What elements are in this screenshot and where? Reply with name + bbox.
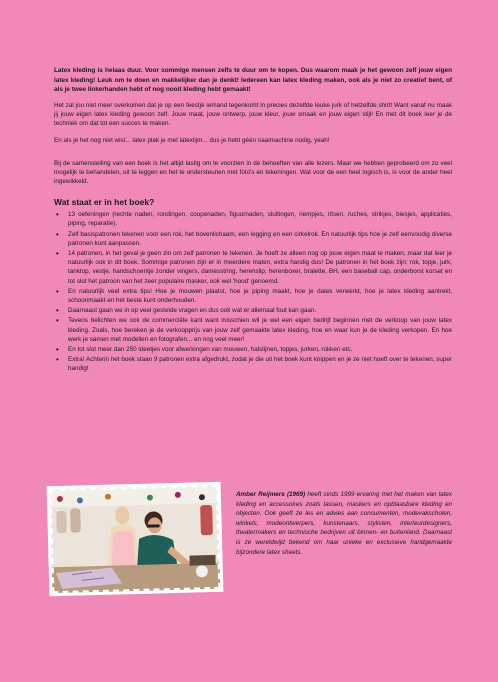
list-item: • Tevens belichten we ook de commerciële kant want misschien wil je wel een eigen bedrijf beginnen met de verkoop van jouw latex kleding. Zoals, hoe bereken je de verkoopprijs van jouw zelf gemaakte latex kleding, hoe en waar kun je de kleding verkopen. En hoe werk je samen met modellen en fotografen... en nog veel meer! xyxy=(68,316,452,344)
intro-paragraph: Latex kleding is helaas duur. Voor sommige mensen zelfs te duur om te kopen. Dus waarom maak je het gewoon zelf jouw eigen latex kleding! Leuk om te doen en makkelijker dan je denkt! Iedereen kan latex kleding maken, ook als je niet zo creatief bent, of als je twee linkerhanden hebt of nog nooit kleding hebt gemaakt! xyxy=(54,67,452,94)
author-name: Amber Reijmers (1969) xyxy=(236,491,306,498)
author-bio xyxy=(236,490,452,557)
list-item: • Extra! Achterin het boek staan 9 patronen extra afgedrukt, zodat je die uit het boek kunt knippen en je ze niet hoeft over te tekenen, super handig! xyxy=(68,355,452,373)
contents-heading: Wat staat er in het boek? xyxy=(54,197,155,208)
body-paragraph-3: Bij de samenstelling van een boek is het altijd lastig om te voorzien in de behoeften van alle lezers. Maar we hebben geprobeerd om zo veel mogelijk te behandelen, uit te leggen en het te ondersteunen met foto's en tekeningen. Wat voor de een heel logisch is, is voor de ander heel ingewikkeld. xyxy=(54,159,452,185)
body-paragraph-2: En als je het nog niet wist... latex plak je met latexlijm... dus je hebt géén naaimachine nodig, yeah! xyxy=(54,137,330,145)
body-paragraph-1: Het zal jou niet meer overkomen dat je op een feestje iemand tegenkomt in precies dezelfde leuke jurk of hetzelfde shirt! Want vanaf nu maak jij jouw eigen latex kleding gewoon zelf. Jouw maat, jouw ontwerp, jouw kleur, jouw smaak en jouw eigen stijl! En met dit boek leer je de techniek om dat tot een succes te maken. xyxy=(54,101,452,128)
list-item: • Daarnaast gaan we in op veel gestelde vragen en dus ook wat er allemaal fout kan gaan. xyxy=(68,306,452,315)
list-item: • Zelf basispatronen tekenen voor een rok, het bovenlichaam, een legging en een cirkelrok. En natuurlijk tips hoe je zelf eenvoudig diverse patronen kunt aanpassen. xyxy=(68,230,452,248)
back-cover-text xyxy=(54,66,452,375)
contents-list xyxy=(54,210,452,373)
list-item: • 14 patronen, in het geval je geen zin om zelf patronen te tekenen. Je hoeft ze alleen nog op jouw eigen maat te maken, maar dat leer je natuurlijk ook in dit boek. Sommige patronen zijn er in meerdere maten, extra handig dus! De patronen in het boek zijn: rok, topje, jurk, tanktop, vestje, handschoentje zonder vingers, damesstring, herenslip, herenboxer, bralette, BH, een baseball cap, onderborst korset en tot slot het patroon van het zeer populaire masker, ook wel 'hood' genoemd. xyxy=(68,249,452,286)
author-photo xyxy=(47,482,224,597)
author-bio-text: heeft sinds 1999 ervaring met het maken van latex kleding en accessoires zoals tassen, maskers en opblaasbare kleding en objecten. Ook geeft ze les en advies aan consumenten, modevakscholen, winkels, modeontwerpers, kunstenaars, stylisten, interieurdesigners, theatermakers en technische bedrijven uit binnen- en buitenland. Daarnaast is ze wereldwijd bekend om haar unieke en exclusieve handgemaakte bijzondere latex sheets. xyxy=(236,491,453,556)
list-item: • 13 oefeningen (rechte naden, rondingen, coupenaden, figuurnaden, sluitingen, riempjes, ritsen, ruches, strikjes, biesjes, applicaties, piping, reparatie). xyxy=(68,210,452,228)
list-item: • En natuurlijk veel extra tips! Hoe je mouwen plaatst, hoe je piping maakt, hoe je datex verwerkt, hoe je latex kleding aantrekt, schoonmaakt en het beste kunt onderhouden. xyxy=(68,287,452,305)
workshop-scene-illustration xyxy=(50,485,221,593)
list-item: • En tot slot meer dan 250 ideetjes voor afwerkingen van mouwen, halslijnen, topjes, jurken, rokken etc. xyxy=(68,345,452,354)
